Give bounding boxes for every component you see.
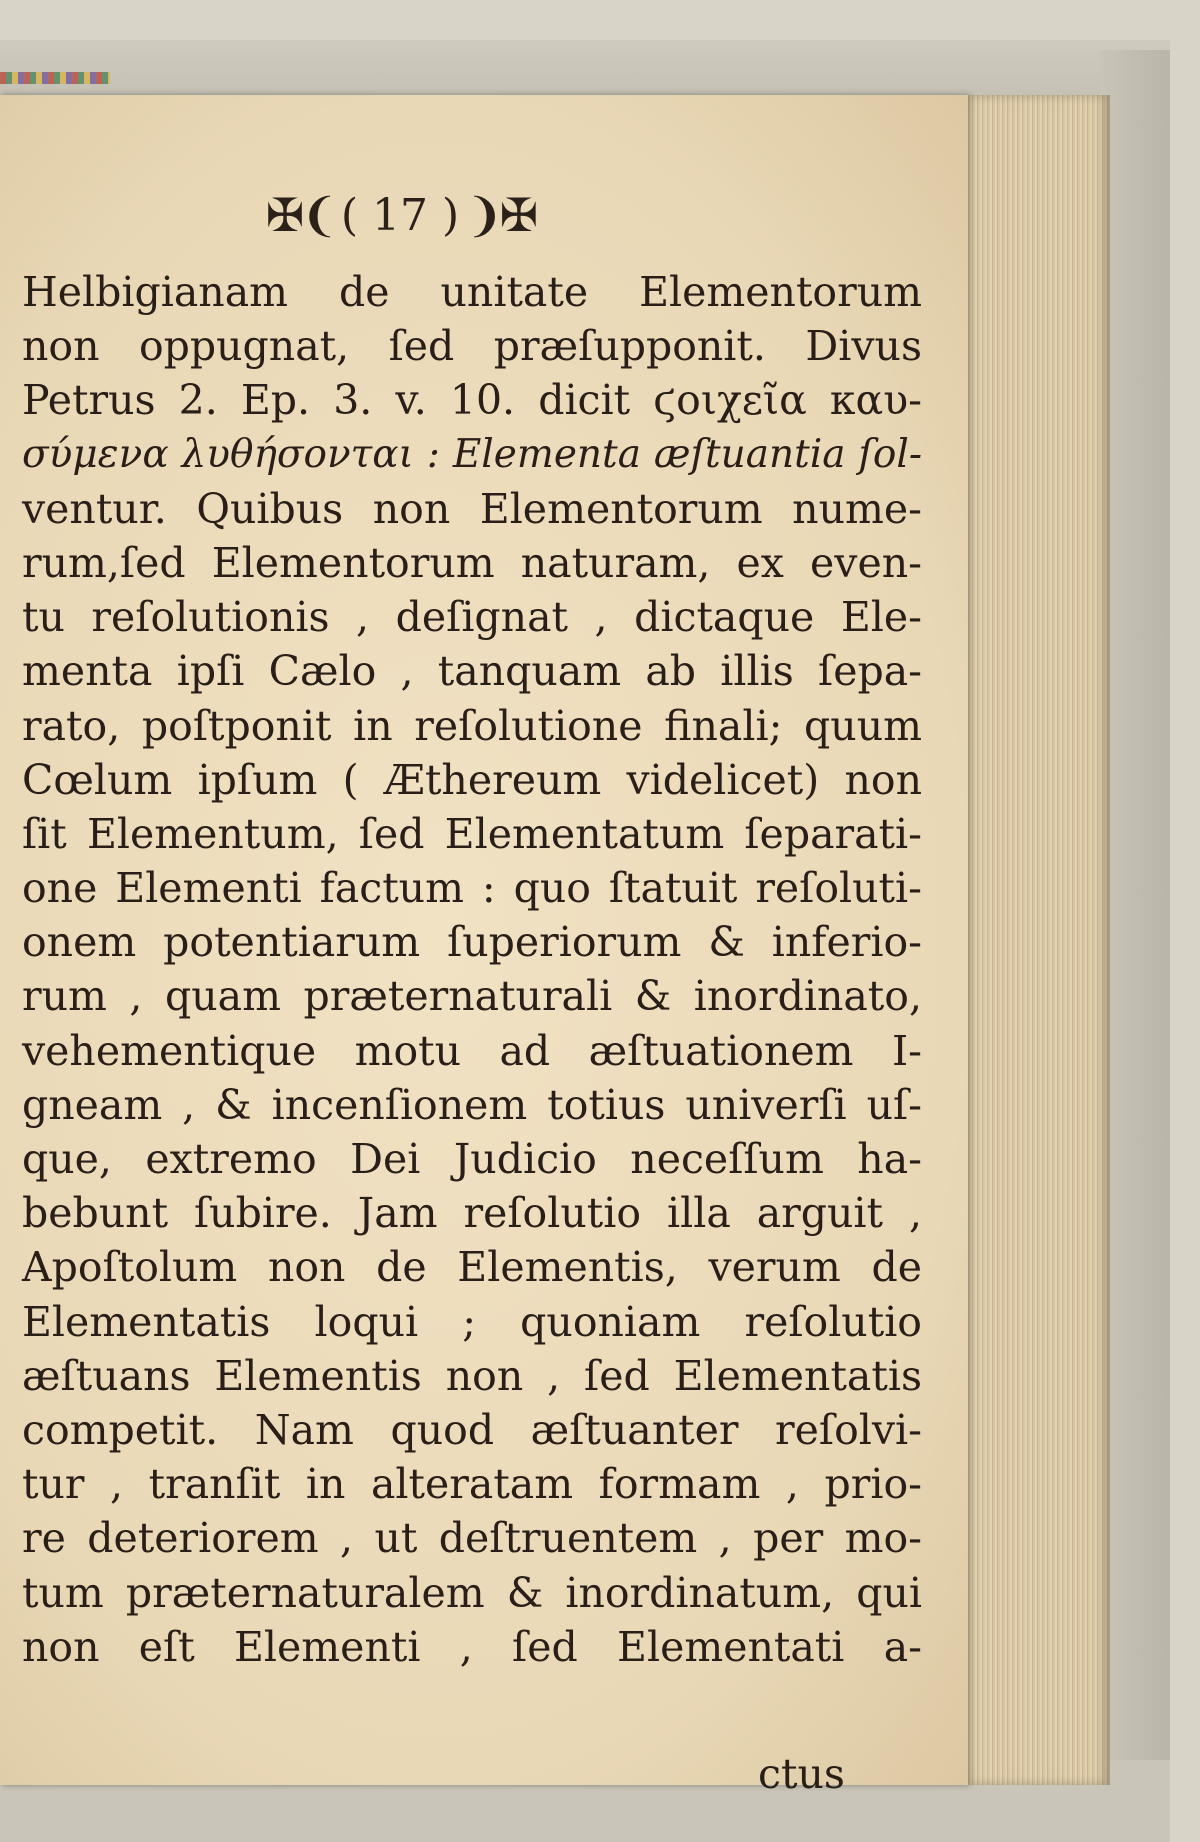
text-line: Apoſtolum non de Elementis, verum de [22,1243,922,1292]
ornament-left: ✠❨ [265,188,335,242]
text-line: one Elementi factum : quo ſtatuit reſoluti- [22,864,922,913]
text-line: menta ipſi Cælo , tanquam ab illis ſepa- [22,647,922,696]
text-line: æſtuans Elementis non , ſed Elementatis [22,1351,922,1400]
text-line: bebunt ſubire. Jam reſolutio illa arguit , [22,1189,922,1238]
text-line: competit. Nam quod æſtuanter reſolvi- [22,1405,922,1454]
text-line: σύμενα λυθήσονται : Elementa æſtuantia ſol- [22,431,922,477]
catchword: ctus [758,1750,845,1798]
text-line: Petrus 2. Ep. 3. v. 10. dicit ϛοιχεῖα καυ- [22,376,922,425]
ornament-right: ❩✠ [465,188,535,242]
text-line: que, extremo Dei Judicio neceſſum ha- [22,1135,922,1183]
text-line: ventur. Quibus non Elementorum nume- [22,484,922,533]
text-line: Helbigianam de unitate Elementorum [22,268,922,316]
text-line: tur , tranſit in alteratam formam , prio- [22,1460,922,1509]
text-line: vehementique motu ad æſtuationem I- [22,1026,922,1075]
text-line: Cœlum ipſum ( Æthereum videlicet) non [22,755,922,804]
text-line: ſit Elementum, ſed Elementatum ſeparati- [22,809,922,858]
ribbon-bookmark [0,72,110,84]
page-number: ( 17 ) [340,189,460,241]
text-line: onem potentiarum ſuperiorum & inferio- [22,918,922,967]
text-line: gneam , & incenſionem totius univerſi uſ- [22,1080,922,1129]
page-header [235,175,565,255]
body-text [22,265,922,1674]
text-line: tum præternaturalem & inordinatum, qui [22,1568,922,1617]
text-line: rato, poſtponit in reſolutione finali; quum [22,701,922,750]
text-line: non oppugnat, ſed præſupponit. Divus [22,322,922,371]
text-line: Elementatis loqui ; quoniam reſolutio [22,1297,922,1346]
text-line: rum , quam præternaturali & inordinato, [22,972,922,1021]
text-line: non eſt Elementi , ſed Elementati a- [22,1622,922,1671]
text-line: re deteriorem , ut deſtruentem , per mo- [22,1514,922,1563]
text-line: rum,ſed Elementorum naturam, ex even- [22,538,922,587]
page-edges [965,95,1110,1785]
text-line: tu reſolutionis , deſignat , dictaque Ele- [22,593,922,642]
book-page [0,95,968,1798]
book-cover-right [1100,50,1170,1790]
